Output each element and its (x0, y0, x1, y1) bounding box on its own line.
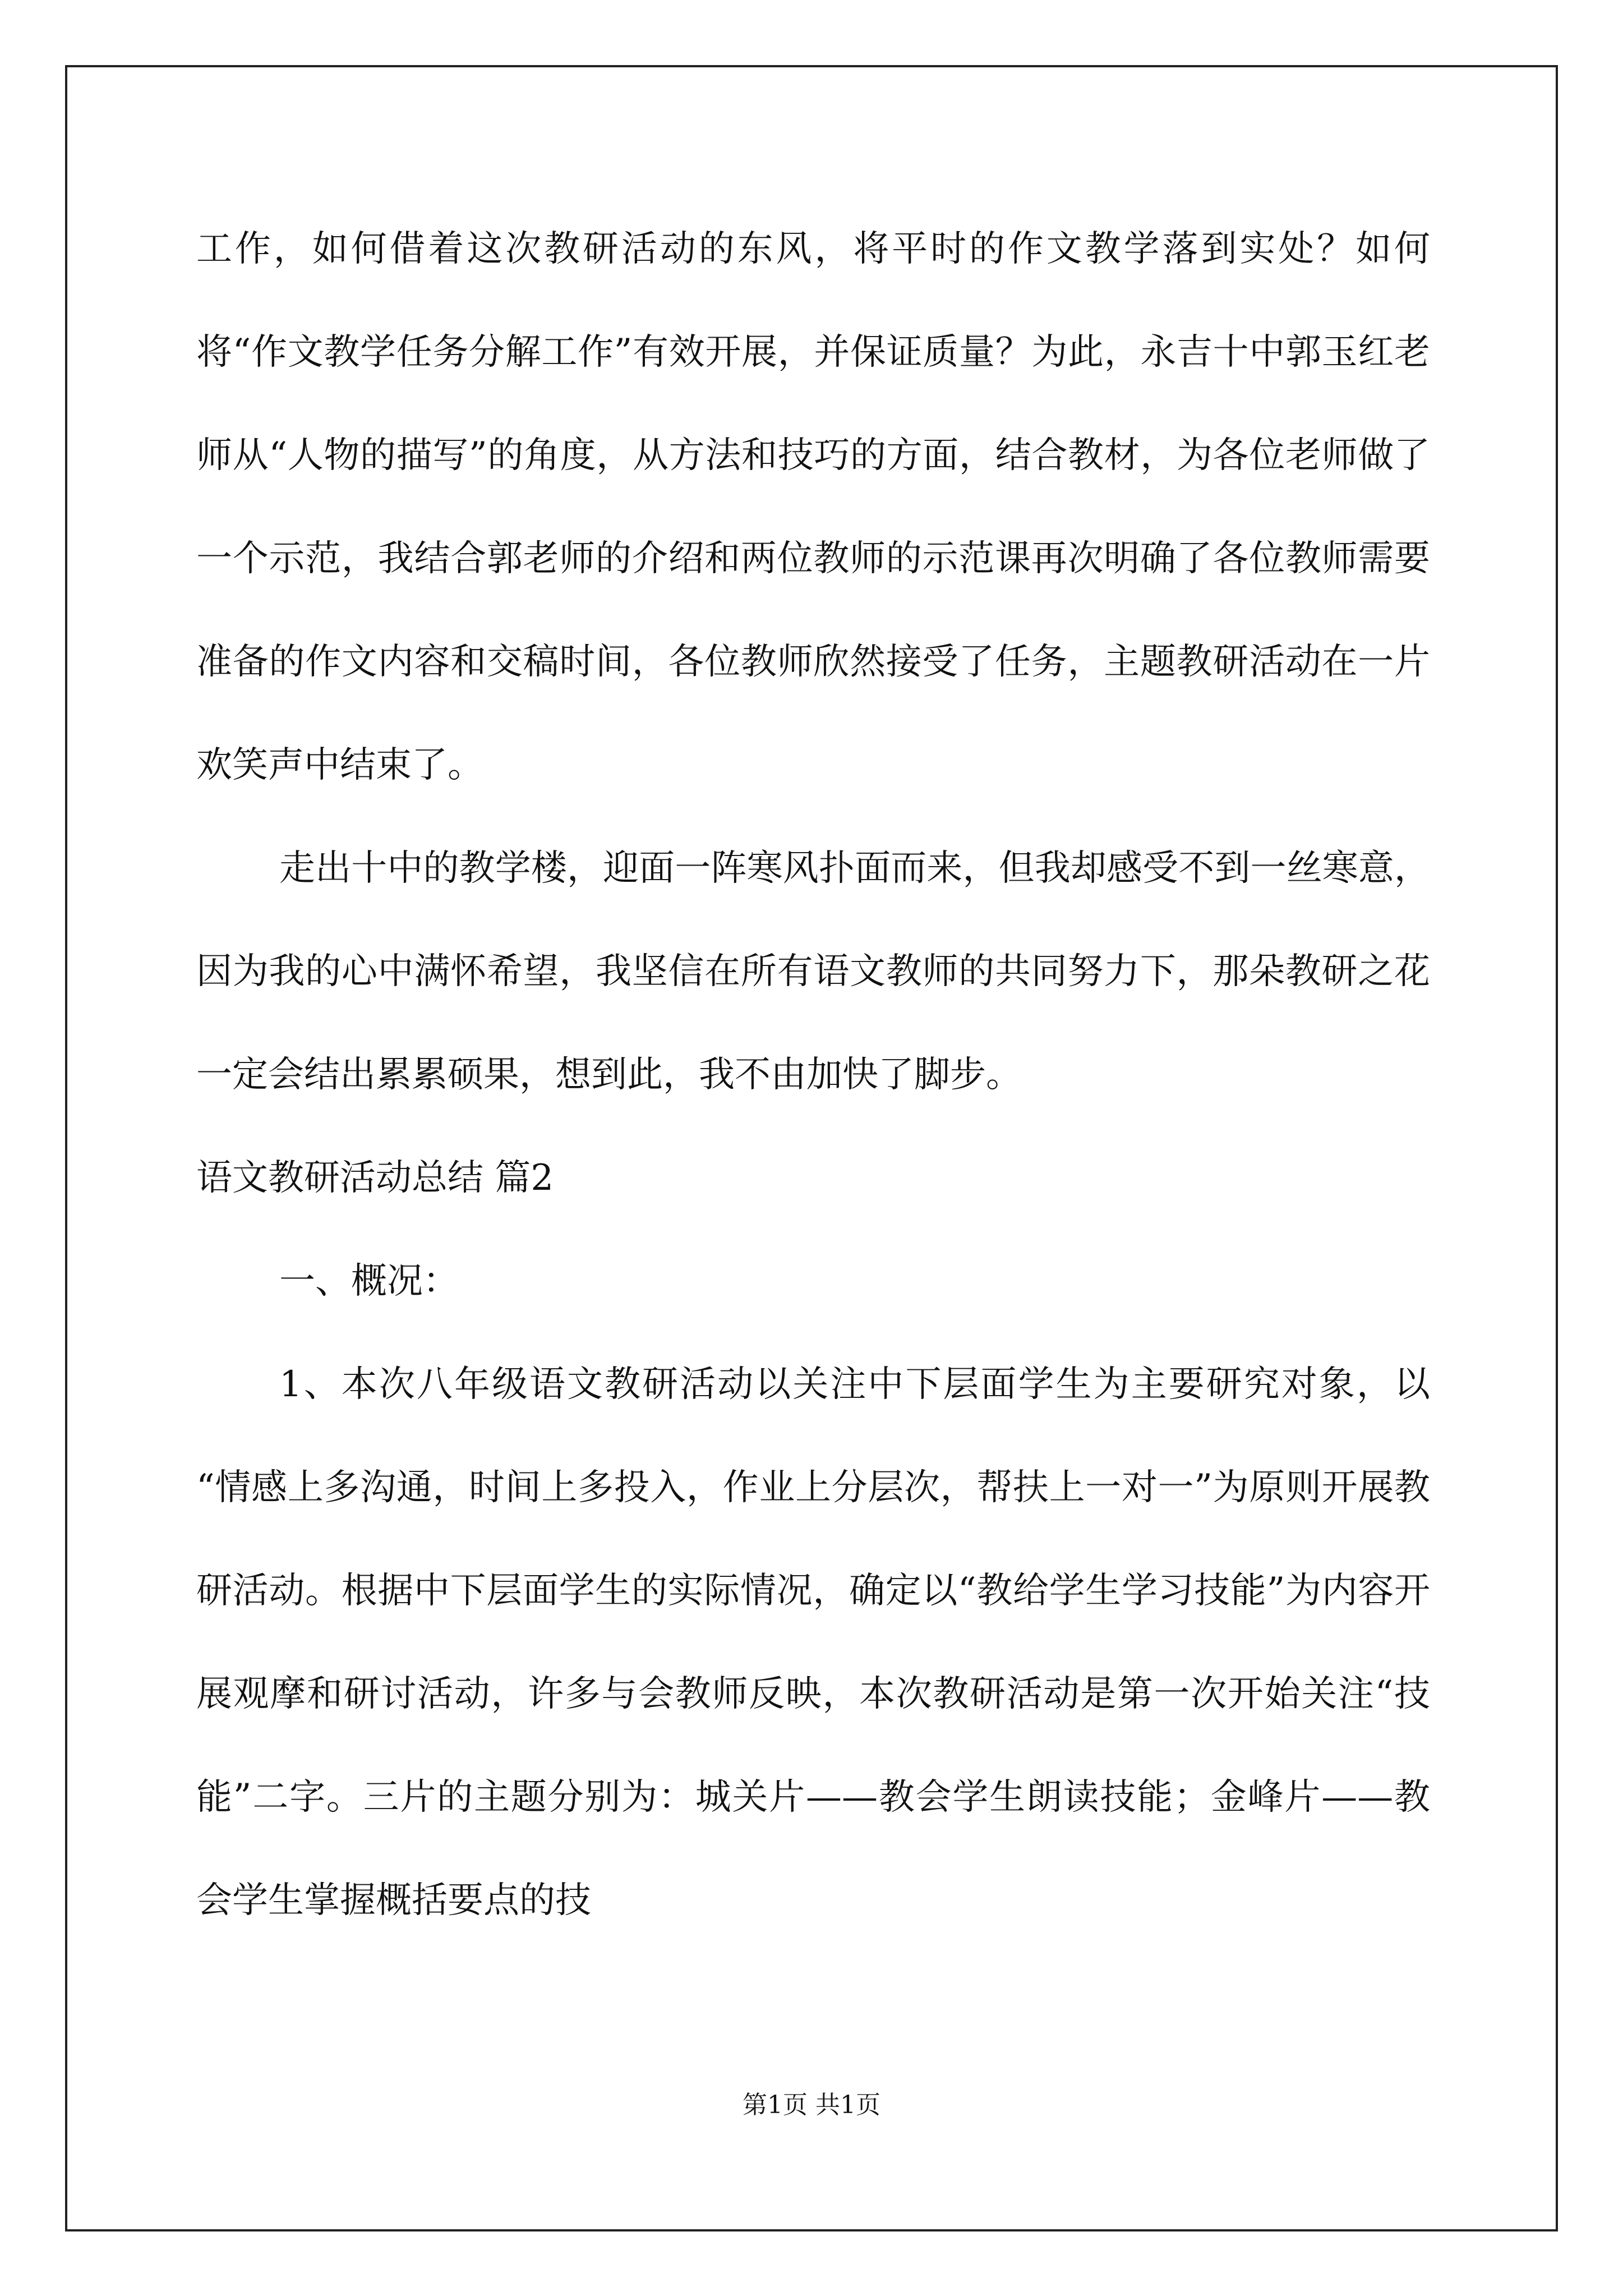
document-body (196, 197, 1430, 1952)
paragraph-closing: 走出十中的教学楼，迎面一阵寒风扑面而来，但我却感受不到一丝寒意，因为我的心中满怀希望，我坚信在所有语文教师的共同努力下，那朵教研之花一定会结出累累硕果，想到此，我不由加快了脚步。 (196, 848, 1430, 1096)
overview-heading: 一、概况： (279, 1260, 459, 1302)
paragraph-continuation: 工作，如何借着这次教研活动的东风，将平时的作文教学落到实处？如何将“作文教学任务分解工作”有效开展，并保证质量？为此，永吉十中郭玉红老师从“人物的描写”的角度，从方法和技巧的方面，结合教材，为各位老师做了一个示范，我结合郭老师的介绍和两位教师的示范课再次明确了各位教师需要准备的作文内容和交稿时间，各位教师欣然接受了任务，主题教研活动在一片欢笑声中结束了。 (196, 228, 1430, 786)
page-footer: 第1页 共1页 (743, 2091, 880, 2119)
overview-paragraph: 1、本次八年级语文教研活动以关注中下层面学生为主要研究对象，以 “情感上多沟通，时间上多投入，作业上分层次，帮扶上一对一”为原则开展教研活动。根据中下层面学生的实际情况，确定以“教给学生学习技能”为内容开展观摩和研讨活动，许多与会教师反映，本次教研活动是第一次开始关注“技能”二字。三片的主题分别为：城关片——教会学生朗读技能；金峰片——教会学生掌握概括要点的技 (196, 1364, 1430, 1921)
section-heading: 语文教研活动总结 篇2 (196, 1157, 554, 1199)
